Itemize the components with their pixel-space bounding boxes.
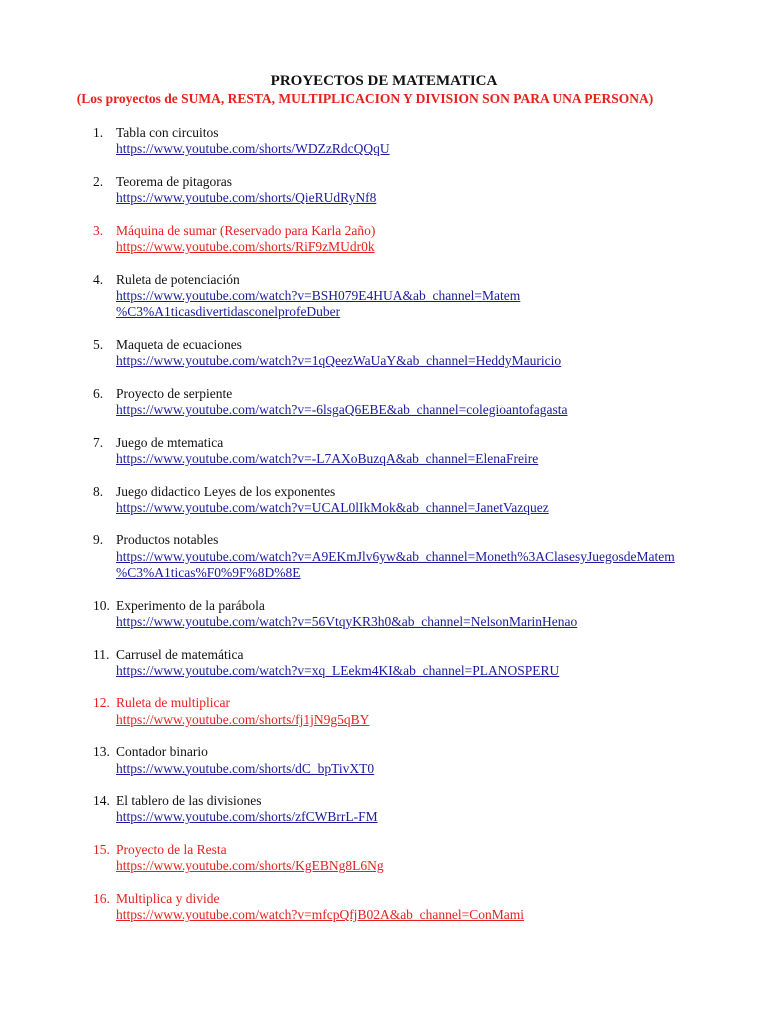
list-item-15 — [0, 842, 768, 875]
item-title: Tabla con circuitos — [116, 125, 219, 140]
item-link[interactable]: https://www.youtube.com/shorts/fj1jN9g5qBY — [116, 711, 370, 727]
item-title: Máquina de sumar (Reservado para Karla 2año) — [116, 222, 376, 238]
item-number: 14. — [93, 793, 110, 809]
list-item-4 — [0, 272, 768, 321]
item-title: Carrusel de matemática — [116, 646, 244, 662]
item-content — [116, 744, 768, 777]
item-link-continued[interactable]: %C3%A1ticasdivertidasconelprofeDuber — [116, 304, 341, 320]
item-content — [116, 891, 768, 924]
list-item-6 — [0, 386, 768, 419]
item-content — [116, 435, 768, 468]
item-content — [116, 125, 768, 158]
item-number: 15. — [93, 842, 110, 858]
item-title: Teorema de pitagoras — [116, 173, 233, 189]
item-content — [116, 793, 768, 826]
item-title: El tablero de las divisiones — [116, 793, 262, 809]
item-number: 10. — [93, 597, 110, 613]
item-number: 8. — [93, 483, 104, 499]
list-item-5 — [0, 337, 768, 370]
item-number: 11. — [93, 646, 110, 662]
item-link-continued[interactable]: %C3%A1ticas%F0%9F%8D%8E — [116, 565, 301, 581]
item-link[interactable]: https://www.youtube.com/watch?v=56VtqyKR3h0&ab_channel=NelsonMarinHenao — [116, 613, 578, 629]
list-item-13 — [0, 744, 768, 777]
item-title: Multiplica y divide — [116, 890, 220, 906]
item-link[interactable]: https://www.youtube.com/watch?v=xq_LEekm4KI&ab_channel=PLANOSPERU — [116, 662, 560, 678]
item-content — [116, 174, 768, 207]
item-number: 7. — [93, 434, 104, 450]
item-content — [116, 532, 768, 581]
item-content — [116, 484, 768, 517]
item-title: Maqueta de ecuaciones — [116, 336, 242, 352]
item-link[interactable]: https://www.youtube.com/shorts/KgEBNg8L6Ng — [116, 858, 384, 874]
list-item-14 — [0, 793, 768, 826]
item-title: Ruleta de potenciación — [116, 271, 240, 287]
list-item-3 — [0, 223, 768, 256]
item-number: 13. — [93, 744, 110, 760]
item-title: Proyecto de serpiente — [116, 385, 233, 401]
item-content — [116, 647, 768, 680]
item-number: 6. — [93, 385, 104, 401]
item-title: Ruleta de multiplicar — [116, 695, 230, 711]
list-item-2 — [0, 174, 768, 207]
item-link[interactable]: https://www.youtube.com/watch?v=A9EKmJlv6yw&ab_channel=Moneth%3AClasesyJuegosdeMatem — [116, 548, 675, 564]
list-item-10 — [0, 598, 768, 631]
item-number: 5. — [93, 336, 104, 352]
item-title: Productos notables — [116, 532, 219, 548]
item-number: 2. — [93, 173, 104, 189]
item-content — [116, 223, 768, 256]
item-number: 3. — [93, 222, 104, 238]
item-link[interactable]: https://www.youtube.com/watch?v=-6lsgaQ6EBE&ab_channel=colegioantofagasta — [116, 402, 568, 418]
item-content — [116, 598, 768, 631]
item-content — [116, 337, 768, 370]
project-list — [0, 125, 768, 940]
item-number: 16. — [93, 890, 110, 906]
item-number: 1. — [93, 125, 104, 140]
document-subtitle: (Los proyectos de SUMA, RESTA, MULTIPLICACION Y DIVISION SON PARA UNA PERSONA) — [76, 91, 654, 106]
item-link[interactable]: https://www.youtube.com/shorts/QieRUdRyNf8 — [116, 190, 377, 206]
list-item-9 — [0, 532, 768, 581]
list-item-11 — [0, 647, 768, 680]
item-link[interactable]: https://www.youtube.com/shorts/dC_bpTivXT0 — [116, 760, 375, 776]
item-number: 9. — [93, 532, 104, 548]
item-title: Juego didactico Leyes de los exponentes — [116, 483, 336, 499]
item-content — [116, 842, 768, 875]
item-link[interactable]: https://www.youtube.com/watch?v=BSH079E4HUA&ab_channel=Matem — [116, 287, 521, 303]
item-title: Proyecto de la Resta — [116, 842, 227, 858]
item-link[interactable]: https://www.youtube.com/watch?v=-L7AXoBuzqA&ab_channel=ElenaFreire — [116, 450, 539, 466]
list-item-12 — [0, 695, 768, 728]
list-item-7 — [0, 435, 768, 468]
item-link[interactable]: https://www.youtube.com/watch?v=1qQeezWaUaY&ab_channel=HeddyMauricio — [116, 353, 562, 369]
item-link[interactable]: https://www.youtube.com/shorts/RiF9zMUdr0k — [116, 239, 375, 255]
item-link[interactable]: https://www.youtube.com/watch?v=mfcpQfjB02A&ab_channel=ConMami — [116, 907, 525, 923]
document-title: PROYECTOS DE MATEMATICA — [270, 73, 498, 89]
list-item-16 — [0, 891, 768, 924]
list-item-1 — [0, 125, 768, 158]
item-title: Experimento de la parábola — [116, 597, 265, 613]
item-title: Juego de mtematica — [116, 434, 224, 450]
item-title: Contador binario — [116, 744, 208, 760]
item-content — [116, 386, 768, 419]
item-number: 12. — [93, 695, 110, 711]
item-link[interactable]: https://www.youtube.com/watch?v=UCAL0lIkMok&ab_channel=JanetVazquez — [116, 499, 549, 515]
item-content — [116, 695, 768, 728]
item-link[interactable]: https://www.youtube.com/shorts/zfCWBrrL-FM — [116, 809, 378, 825]
item-content — [116, 272, 768, 321]
item-number: 4. — [93, 271, 104, 287]
item-link[interactable]: https://www.youtube.com/shorts/WDZzRdcQQqU — [116, 141, 390, 157]
list-item-8 — [0, 484, 768, 517]
